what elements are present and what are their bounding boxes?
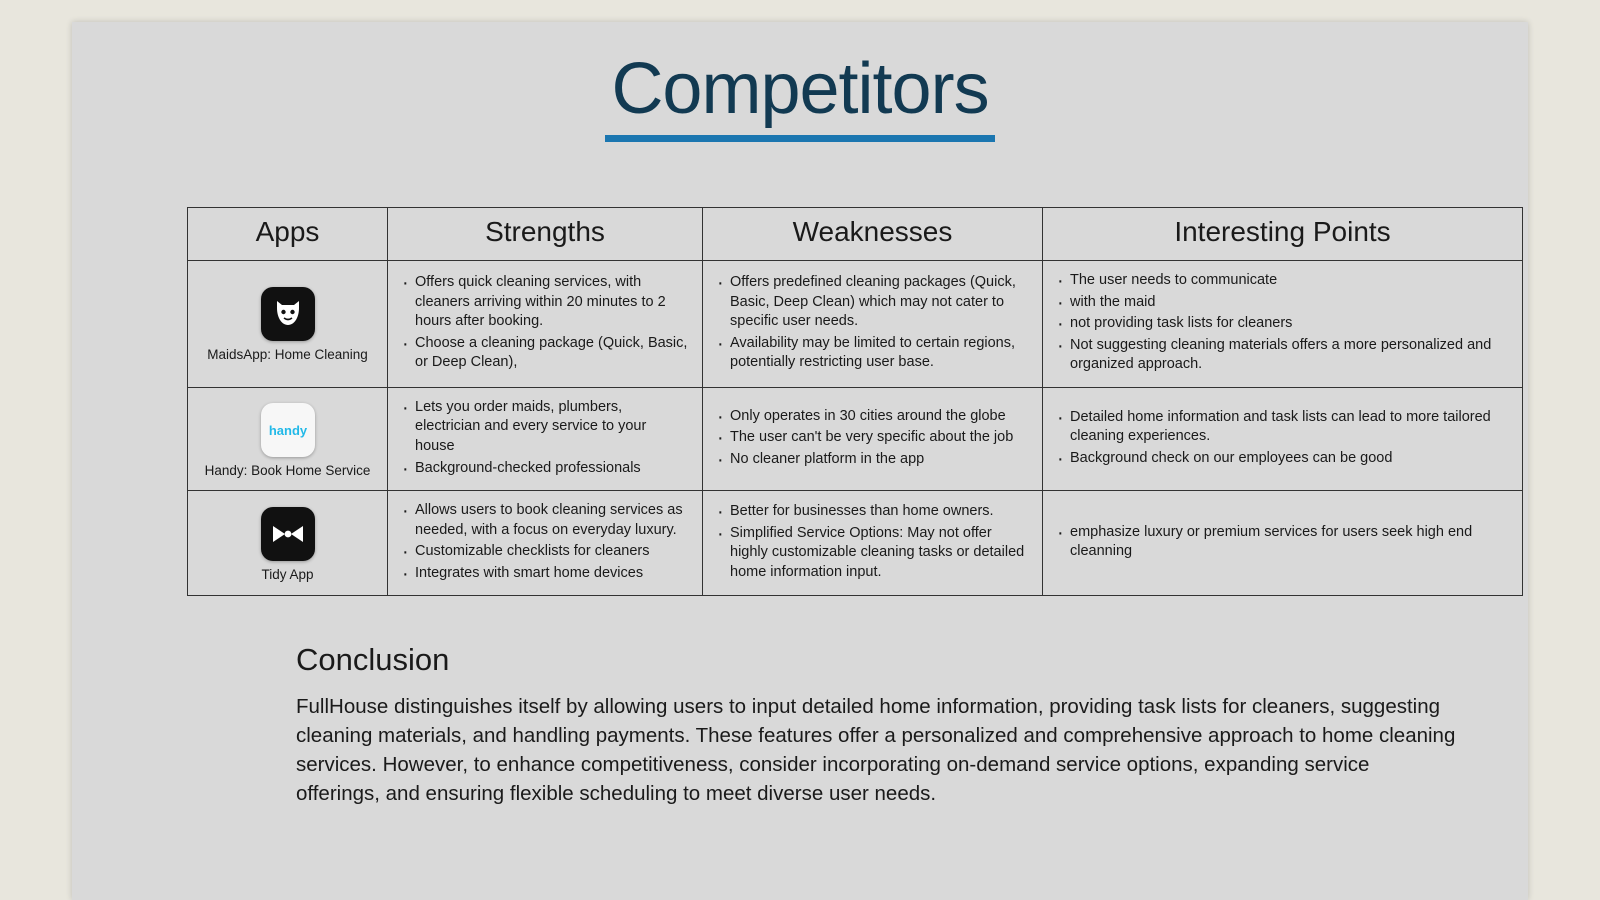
conclusion-section (296, 642, 1456, 808)
list-item: · Simplified Service Options: May not offer highly customizable cleaning tasks or detailed home information input. (717, 524, 1028, 583)
strengths-list (402, 273, 688, 375)
column-header-weaknesses: Weaknesses (703, 208, 1043, 260)
table-row (188, 491, 1522, 595)
weaknesses-cell (703, 491, 1043, 595)
list-item: · Offers quick cleaning services, with cleaners arriving within 20 minutes to 2 hours after booking. (402, 273, 688, 332)
list-item: · Detailed home information and task lists can lead to more tailored cleaning experiences. (1057, 408, 1508, 447)
list-item: · No cleaner platform in the app (717, 450, 1028, 470)
list-item: · with the maid (1057, 293, 1508, 313)
weaknesses-cell (703, 261, 1043, 387)
list-item: · Integrates with smart home devices (402, 564, 688, 584)
list-item: · not providing task lists for cleaners (1057, 314, 1508, 334)
weaknesses-list (717, 502, 1028, 584)
list-item: · Customizable checklists for cleaners (402, 542, 688, 562)
interesting-points-cell (1043, 261, 1522, 387)
strengths-list (402, 398, 688, 480)
table-header-row (188, 208, 1522, 261)
list-item: · Offers predefined cleaning packages (Quick, Basic, Deep Clean) which may not cater to specific user needs. (717, 273, 1028, 332)
app-cell (188, 388, 388, 490)
title-container (72, 50, 1528, 142)
strengths-cell (388, 388, 703, 490)
table-row (188, 261, 1522, 388)
strengths-cell (388, 261, 703, 387)
list-item: · Better for businesses than home owners. (717, 502, 1028, 522)
weaknesses-cell (703, 388, 1043, 490)
interesting-points-list (1057, 523, 1508, 564)
interesting-points-list (1057, 408, 1508, 471)
column-header-apps: Apps (188, 208, 388, 260)
app-cell (188, 491, 388, 595)
list-item: · The user can't be very specific about the job (717, 428, 1028, 448)
list-item: · Only operates in 30 cities around the globe (717, 407, 1028, 427)
app-cell (188, 261, 388, 387)
interesting-points-cell (1043, 388, 1522, 490)
weaknesses-list (717, 407, 1028, 472)
table-row (188, 388, 1522, 491)
strengths-cell (388, 491, 703, 595)
page-title: Competitors (605, 50, 994, 142)
strengths-list (402, 501, 688, 585)
list-item: · emphasize luxury or premium services for users seek high end cleanning (1057, 523, 1508, 562)
maidsapp-cat-icon (261, 287, 315, 341)
conclusion-heading: Conclusion (296, 642, 450, 677)
competitors-table (187, 207, 1523, 596)
list-item: · Choose a cleaning package (Quick, Basic, or Deep Clean), (402, 334, 688, 373)
svg-text:handy: handy (268, 422, 307, 438)
app-name-label: Handy: Book Home Service (204, 462, 371, 478)
tidy-bow-icon (261, 507, 315, 561)
slide-canvas (72, 22, 1528, 900)
list-item: · Availability may be limited to certain regions, potentially restricting user base. (717, 334, 1028, 373)
list-item: · Background-checked professionals (402, 459, 688, 479)
interesting-points-cell (1043, 491, 1522, 595)
handy-logo-icon (261, 403, 315, 457)
list-item: · Not suggesting cleaning materials offers a more personalized and organized approach. (1057, 336, 1508, 375)
interesting-points-list (1057, 271, 1508, 377)
app-name-label: Tidy App (261, 566, 314, 582)
column-header-strengths: Strengths (388, 208, 703, 260)
list-item: · Background check on our employees can be good (1057, 449, 1508, 469)
list-item: · Allows users to book cleaning services as needed, with a focus on everyday luxury. (402, 501, 688, 540)
app-name-label: MaidsApp: Home Cleaning (207, 347, 368, 363)
conclusion-body: FullHouse distinguishes itself by allowing users to input detailed home information, providing task lists for cleaners, suggesting cleaning materials, and handling payments. These features offer a personalized and comprehensive approach to home cleaning services. However, to enhance competitiveness, consider incorporating on-demand service options, expanding service offerings, and ensuring flexible scheduling to meet diverse user needs. (296, 695, 1456, 806)
weaknesses-list (717, 273, 1028, 375)
list-item: · The user needs to communicate (1057, 271, 1508, 291)
column-header-interesting-points: Interesting Points (1174, 216, 1391, 247)
list-item: · Lets you order maids, plumbers, electrician and every service to your house (402, 398, 688, 457)
